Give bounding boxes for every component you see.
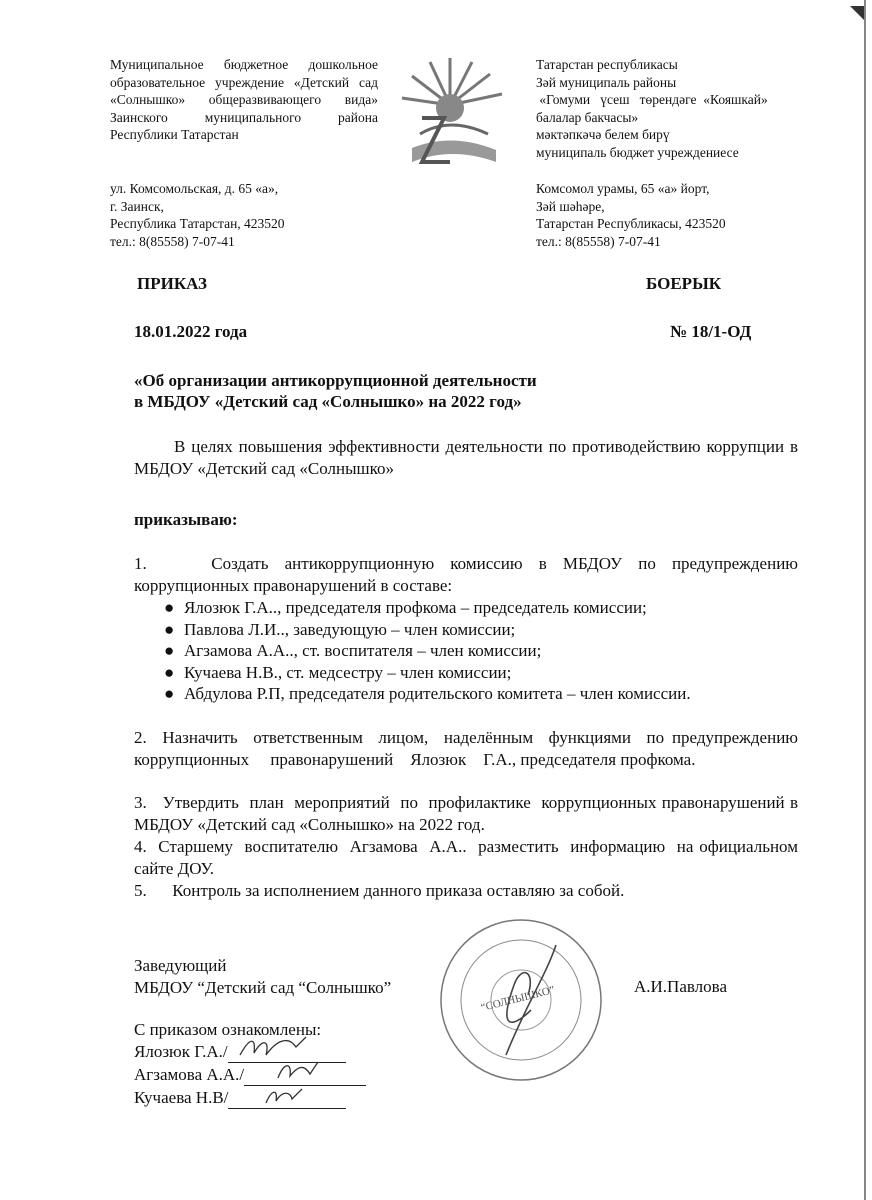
address-line: тел.: 8(85558) 7-07-41 bbox=[536, 233, 661, 249]
list-item bbox=[162, 662, 802, 684]
order-title-ru: ПРИКАЗ bbox=[137, 274, 207, 293]
item-1 bbox=[134, 553, 798, 596]
preamble: В целях повышения эффективности деятельности по противодействию коррупции в МБДОУ «Детский сад «Солнышко» bbox=[134, 437, 798, 478]
header-tt-line: балалар бакчасы» bbox=[536, 109, 639, 125]
header-tt-line: муниципаль бюджет учреждениесе bbox=[536, 144, 739, 160]
order-number: № 18/1-ОД bbox=[670, 322, 752, 341]
address-line: тел.: 8(85558) 7-07-41 bbox=[110, 233, 235, 249]
subject-line: «Об организации антикоррупционной деятельности bbox=[134, 371, 537, 390]
commission-members bbox=[162, 597, 802, 705]
header-tt-line: Татарстан республикасы bbox=[536, 57, 678, 72]
item-3: 3. Утвердить план мероприятий по профилактике коррупционных правонарушений в МБДОУ «Детский сад «Солнышко» на 2022 год. bbox=[134, 793, 803, 834]
item-5: 5. Контроль за исполнением данного приказа оставляю за собой. bbox=[134, 881, 625, 900]
head-name: А.И.Павлова bbox=[634, 977, 728, 996]
scan-edge bbox=[864, 0, 866, 1200]
bullet-icon: ● bbox=[164, 641, 175, 660]
bullet-icon: ● bbox=[164, 662, 175, 682]
stamp-text: “СОЛНЫШКО” bbox=[479, 984, 556, 1014]
order-subject bbox=[134, 370, 537, 412]
order-title-tt: БОЕРЫК bbox=[646, 274, 722, 293]
list-item bbox=[162, 619, 802, 641]
member-text: Кучаева Н.В., ст. медсестру – член комиссии; bbox=[184, 662, 512, 682]
item-4: 4. Старшему воспитателю Агзамова А.А.. разместить информацию на официальном сайте ДОУ. bbox=[134, 837, 803, 878]
address-tt bbox=[536, 180, 836, 250]
item-1-number: 1. bbox=[134, 554, 147, 573]
subject-line: в МБДОУ «Детский сад «Солнышко» на 2022 год» bbox=[134, 392, 522, 411]
header-org-tt bbox=[536, 56, 836, 161]
header-tt-line: «Гомуми үсеш төрендәге «Кояшкай» bbox=[536, 92, 768, 107]
signature-line bbox=[228, 1091, 346, 1109]
address-ru bbox=[110, 180, 370, 250]
ack-person: Кучаева Н.В/ bbox=[134, 1088, 229, 1107]
ack-row bbox=[134, 1087, 346, 1109]
ack-heading: С приказом ознакомлены: bbox=[134, 1020, 322, 1039]
order-date: 18.01.2022 года bbox=[134, 322, 248, 341]
address-line: Республика Татарстан, 423520 bbox=[110, 216, 285, 231]
item-1-text: Создать антикоррупционную комиссию в МБДОУ по предупреждению коррупционных правонарушений в составе: bbox=[134, 554, 798, 595]
official-stamp bbox=[436, 915, 606, 1085]
bullet-icon: ● bbox=[164, 598, 175, 617]
address-line: Татарстан Республикасы, 423520 bbox=[536, 216, 726, 231]
member-text: Агзамова А.А.., ст. воспитателя – член комиссии; bbox=[184, 641, 542, 660]
header-tt-line: Зәй муниципаль районы bbox=[536, 74, 677, 90]
position-line: Заведующий bbox=[134, 956, 227, 975]
address-line: Зәй шәһәре, bbox=[536, 198, 605, 214]
head-position bbox=[134, 955, 391, 998]
address-line: г. Заинск, bbox=[110, 198, 164, 214]
bullet-icon: ● bbox=[164, 684, 175, 703]
bullet-icon: ● bbox=[164, 619, 175, 639]
position-line: МБДОУ “Детский сад “Солнышко” bbox=[134, 977, 392, 997]
list-item bbox=[162, 640, 802, 662]
item-2: 2. Назначить ответственным лицом, наделённым функциями по предупреждению коррупционных правонарушений Ялозюк Г.А., председателя профкома. bbox=[134, 728, 820, 769]
member-text: Ялозюк Г.А.., председателя профкома – председатель комиссии; bbox=[184, 598, 647, 617]
header-tt-line: мәктәпкәчә белем бирү bbox=[536, 127, 670, 142]
list-item bbox=[162, 597, 802, 619]
address-line: ул. Комсомольская, д. 65 «а», bbox=[110, 181, 279, 196]
list-item bbox=[162, 683, 802, 705]
ack-person: Ялозюк Г.А./ bbox=[134, 1042, 228, 1061]
member-text: Абдулова Р.П, председателя родительского комитета – член комиссии. bbox=[184, 684, 691, 703]
ack-person: Агзамова А.А./ bbox=[134, 1065, 245, 1084]
ack-row bbox=[134, 1064, 366, 1086]
member-text: Павлова Л.И.., заведующую – член комиссии; bbox=[184, 619, 516, 639]
corner-mark-icon bbox=[850, 6, 864, 20]
header-org-ru: Муниципальное бюджетное дошкольное образовательное учреждение «Детский сад «Солнышко» общеразвивающего вида» Заинского муниципального района Республики Татарстан bbox=[110, 57, 378, 142]
address-line: Комсомол урамы, 65 «а» йорт, bbox=[536, 181, 710, 196]
directive: приказываю: bbox=[134, 510, 238, 529]
sun-emblem-icon bbox=[392, 50, 512, 180]
